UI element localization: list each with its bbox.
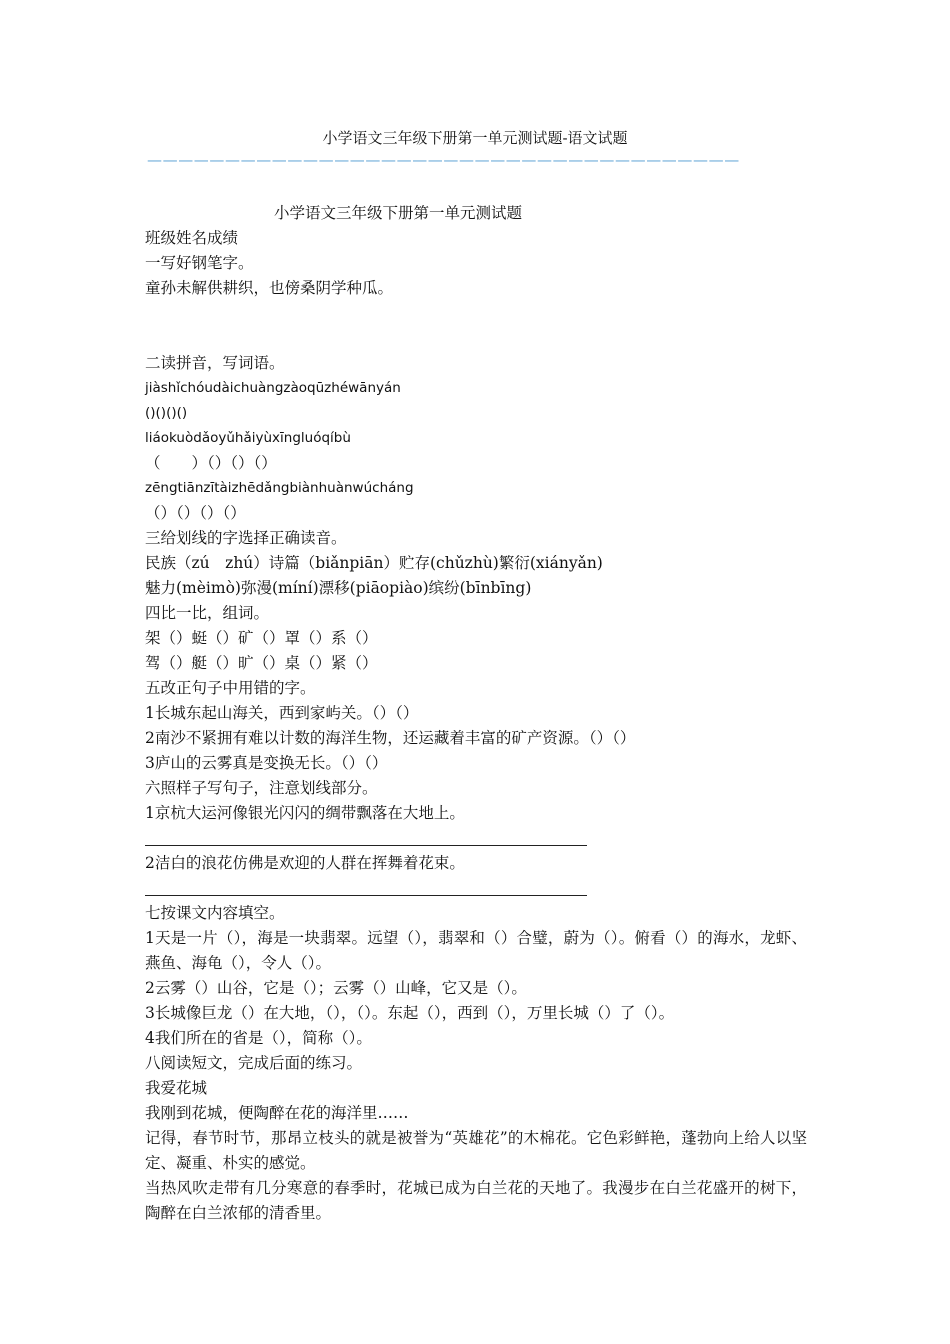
answer-blanks-3: （）（）（）（） bbox=[145, 504, 246, 522]
fill-blank-item-2: 2云雾（）山谷，它是（）；云雾（）山峰，它又是（）。 bbox=[145, 979, 527, 997]
compare-row-1: 架（）蜓（）矿（）罩（）系（） bbox=[145, 629, 378, 647]
correction-item-2: 2南沙不紧拥有难以计数的海洋生物，还运藏着丰富的矿产资源。（）（） bbox=[145, 729, 636, 747]
section-5-title: 五改正句子中用错的字。 bbox=[145, 679, 316, 697]
fill-blank-item-1: 1天是一片（），海是一块翡翠。远望（），翡翠和（）合璧，蔚为（）。俯看（）的海水，龙虾、燕鱼、海龟（），令人（）。 bbox=[145, 929, 807, 972]
answer-blanks-1: ()()()() bbox=[145, 405, 188, 421]
section-1-title: 一写好钢笔字。 bbox=[145, 254, 254, 272]
section-6-title: 六照样子写句子，注意划线部分。 bbox=[145, 779, 378, 797]
header-dashed-divider: —————————————————————————————————————— bbox=[147, 151, 740, 167]
section-2-title: 二读拼音，写词语。 bbox=[145, 354, 285, 372]
writing-blank-line-1 bbox=[145, 826, 807, 851]
fill-blank-item-3: 3长城像巨龙（）在大地，（），（）。东起（），西到（），万里长城（）了（）。 bbox=[145, 1004, 675, 1022]
page-header-title: 小学语文三年级下册第一单元测试题-语文试题 bbox=[322, 129, 628, 147]
section-4-title: 四比一比，组词。 bbox=[145, 604, 270, 622]
reading-paragraph-3: 当热风吹走带有几分寒意的春季时，花城已成为白兰花的天地了。我漫步在白兰花盛开的树下，陶醉在白兰浓郁的清香里。 bbox=[145, 1179, 807, 1222]
pinyin-row-2: liáokuòdǎoyǔhǎiyùxīngluóqíbù bbox=[145, 430, 351, 446]
example-sentence-1: 1京杭大运河像银光闪闪的绸带飘落在大地上。 bbox=[145, 804, 465, 822]
poem-line: 童孙未解供耕织，也傍桑阴学种瓜。 bbox=[145, 279, 394, 297]
document-title: 小学语文三年级下册第一单元测试题 bbox=[274, 204, 523, 222]
correction-item-3: 3庐山的云雾真是变换无长。（）（） bbox=[145, 754, 388, 772]
pronunciation-row-1: 民族（zú zhú）诗篇（biǎnpiān）贮存(chǔzhù)繁衍(xiányǎn) bbox=[145, 554, 603, 572]
reading-paragraph-1: 我刚到花城，便陶醉在花的海洋里…… bbox=[145, 1104, 409, 1122]
section-7-title: 七按课文内容填空。 bbox=[145, 904, 285, 922]
pronunciation-row-2: 魅力(mèimò)弥漫(míní)漂移(piāopiào)缤纷(bīnbīng) bbox=[145, 579, 532, 597]
reading-title: 我爱花城 bbox=[145, 1079, 208, 1097]
handwriting-space bbox=[145, 301, 807, 351]
example-sentence-2: 2洁白的浪花仿佛是欢迎的人群在挥舞着花束。 bbox=[145, 854, 465, 872]
writing-blank-line-2 bbox=[145, 876, 807, 901]
answer-blanks-2: （ ）（）（）（） bbox=[145, 454, 277, 472]
section-8-title: 八阅读短文，完成后面的练习。 bbox=[145, 1054, 363, 1072]
compare-row-2: 驾（）艇（）旷（）桌（）紧（） bbox=[145, 654, 378, 672]
fill-blank-item-4: 4我们所在的省是（），简称（）。 bbox=[145, 1029, 372, 1047]
reading-paragraph-2: 记得，春节时节，那昂立枝头的就是被誉为“英雄花”的木棉花。它色彩鲜艳，蓬勃向上给人以坚定、凝重、朴实的感觉。 bbox=[145, 1129, 807, 1172]
pinyin-row-1: jiàshǐchóudàichuàngzàoqūzhéwānyán bbox=[145, 380, 401, 396]
section-3-title: 三给划线的字选择正确读音。 bbox=[145, 529, 347, 547]
class-name-score-line: 班级姓名成绩 bbox=[145, 229, 239, 247]
correction-item-1: 1长城东起山海关，西到家屿关。（）（） bbox=[145, 704, 419, 722]
pinyin-row-3: zēngtiānzītàizhēdǎngbiànhuànwúcháng bbox=[145, 480, 414, 496]
document-body bbox=[145, 201, 807, 1226]
